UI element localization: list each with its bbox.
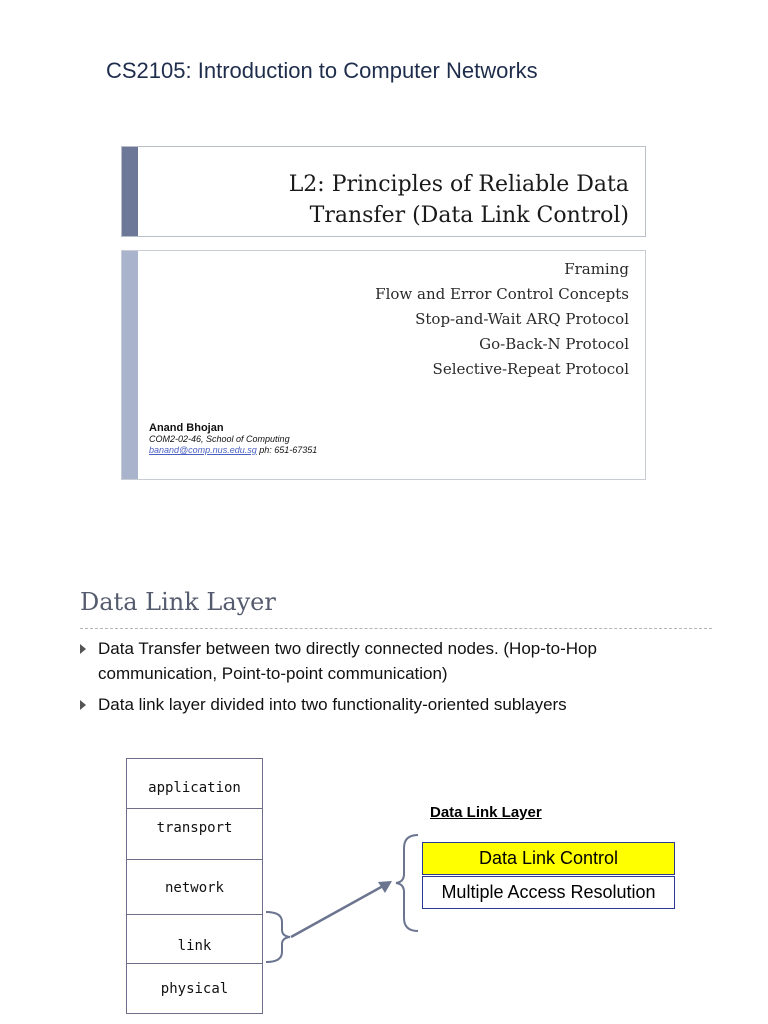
link-brace xyxy=(266,912,290,962)
author-affiliation: COM2-02-46, School of Computing xyxy=(149,434,290,444)
topic-item: Selective-Repeat Protocol xyxy=(432,360,629,378)
stack-layer-transport: transport xyxy=(127,809,262,860)
lecture-title-line1: L2: Principles of Reliable Data xyxy=(288,172,629,197)
topic-item: Stop-and-Wait ARQ Protocol xyxy=(415,310,629,328)
stack-layer-physical: physical xyxy=(160,981,229,997)
topic-item: Go-Back-N Protocol xyxy=(479,335,629,353)
data-link-control-box: Data Link Control xyxy=(422,842,675,875)
section-title: Data Link Layer xyxy=(80,588,276,616)
bullet-text: Data Transfer between two directly connected nodes. (Hop-to-Hop communication, Point-to-point communication) xyxy=(98,639,597,683)
topic-item: Flow and Error Control Concepts xyxy=(375,285,629,303)
topic-item: Framing xyxy=(564,260,629,278)
connector-arrow-line xyxy=(291,886,383,937)
stack-layer-link: link xyxy=(127,915,262,964)
stack-layer-network: network xyxy=(127,860,262,915)
author-name: Anand Bhojan xyxy=(149,422,224,434)
stack-layer-application: application xyxy=(127,759,262,809)
sublayer-brace xyxy=(396,835,418,931)
bullet-text: Data link layer divided into two functionality-oriented sublayers xyxy=(98,695,567,714)
data-link-layer-heading: Data Link Layer xyxy=(430,804,542,821)
course-title: CS2105: Introduction to Computer Networks xyxy=(106,58,538,83)
multiple-access-resolution-box: Multiple Access Resolution xyxy=(422,876,675,909)
author-phone: ph: 651-67351 xyxy=(256,445,318,455)
author-email-link[interactable]: banand@comp.nus.edu.sg xyxy=(149,445,257,455)
lecture-title-line2: Transfer (Data Link Control) xyxy=(309,203,629,228)
